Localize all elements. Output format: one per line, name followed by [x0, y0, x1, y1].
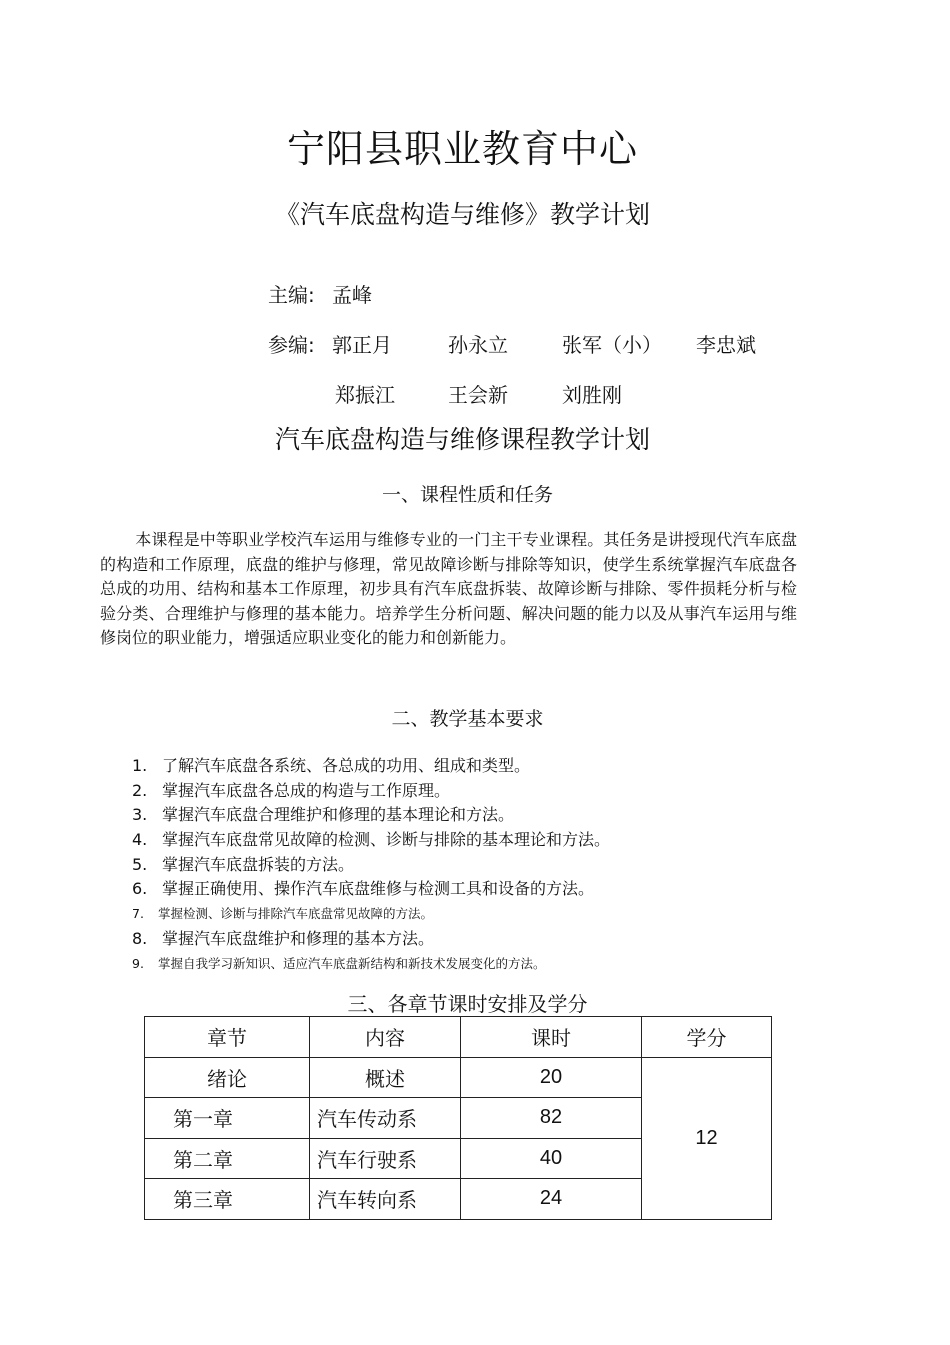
- list-item: 6. 掌握正确使用、操作汽车底盘维修与检测工具和设备的方法。: [132, 879, 595, 899]
- list-item: 7. 掌握检测、诊断与排除汽车底盘常见故障的方法。: [132, 906, 434, 922]
- course-description: 本课程是中等职业学校汽车运用与维修专业的一门主干专业课程。其任务是讲授现代汽车底盘的构造和工作原理，底盘的维护与修理，常见故障诊断与排除等知识，使学生系统掌握汽车底盘各总成的功用、结构和基本工作原理，初步具有汽车底盘拆装、故障诊断与排除、零件损耗分析与检验分类、合理维护与修理的基本能力。培养学生分析问题、解决问题的能力以及从事汽车运用与维修岗位的职业能力，增强适应职业变化的能力和创新能力。: [100, 530, 797, 647]
- contributor-name: 王会新: [448, 383, 508, 407]
- chapter-cell: 绪论: [145, 1057, 310, 1098]
- requirements-list: [132, 754, 832, 976]
- contributor-name: 孙永立: [448, 333, 508, 357]
- column-header: 内容: [310, 1017, 461, 1058]
- section-heading-requirements: 二、教学基本要求: [391, 708, 544, 730]
- school-title: 宁阳县职业教育中心: [286, 127, 638, 171]
- list-item: 2. 掌握汽车底盘各总成的构造与工作原理。: [132, 780, 451, 800]
- hours-cell: 24: [461, 1179, 642, 1220]
- schedule-table: [144, 1016, 772, 1220]
- plan-title: 汽车底盘构造与维修课程教学计划: [274, 425, 650, 454]
- hours-cell: 82: [461, 1098, 642, 1139]
- chief-editor-name: 孟峰: [332, 283, 372, 307]
- content-cell: 概述: [310, 1057, 461, 1098]
- chapter-cell: 第二章: [145, 1138, 310, 1179]
- contributor-name: 郑振江: [335, 383, 395, 407]
- chapter-cell: 第一章: [145, 1098, 310, 1139]
- document-subtitle: 《汽车底盘构造与维修》教学计划: [274, 200, 650, 229]
- contributor-name: 张军（小）: [562, 333, 662, 357]
- content-cell: 汽车传动系: [310, 1098, 461, 1139]
- column-header: 章节: [145, 1017, 310, 1058]
- content-cell: 汽车行驶系: [310, 1138, 461, 1179]
- contributors-label: 参编:: [268, 333, 315, 357]
- column-header: 课时: [461, 1017, 642, 1058]
- credit-cell: 12: [642, 1057, 772, 1219]
- list-item: 1. 了解汽车底盘各系统、各总成的功用、组成和类型。: [132, 756, 531, 775]
- contributor-name: 刘胜刚: [562, 383, 622, 407]
- table-row: [145, 1057, 772, 1098]
- section-heading-nature: 一、课程性质和任务: [381, 484, 553, 506]
- list-item: 5. 掌握汽车底盘拆装的方法。: [132, 854, 355, 874]
- list-item: 3. 掌握汽车底盘合理维护和修理的基本理论和方法。: [132, 805, 515, 825]
- content-cell: 汽车转向系: [310, 1179, 461, 1220]
- chapter-cell: 第三章: [145, 1179, 310, 1220]
- table-header-row: [145, 1017, 772, 1058]
- section-heading-schedule: 三、各章节课时安排及学分: [347, 992, 588, 1016]
- hours-cell: 20: [461, 1057, 642, 1098]
- list-item: 4. 掌握汽车底盘常见故障的检测、诊断与排除的基本理论和方法。: [132, 830, 611, 850]
- list-item: 9. 掌握自我学习新知识、适应汽车底盘新结构和新技术发展变化的方法。: [132, 955, 546, 971]
- hours-cell: 40: [461, 1138, 642, 1179]
- contributor-name: 郭正月: [332, 333, 392, 357]
- list-item: 8. 掌握汽车底盘维护和修理的基本方法。: [132, 928, 435, 948]
- column-header: 学分: [642, 1017, 772, 1058]
- contributor-name: 李忠斌: [696, 333, 756, 357]
- chief-editor-label: 主编:: [268, 283, 315, 307]
